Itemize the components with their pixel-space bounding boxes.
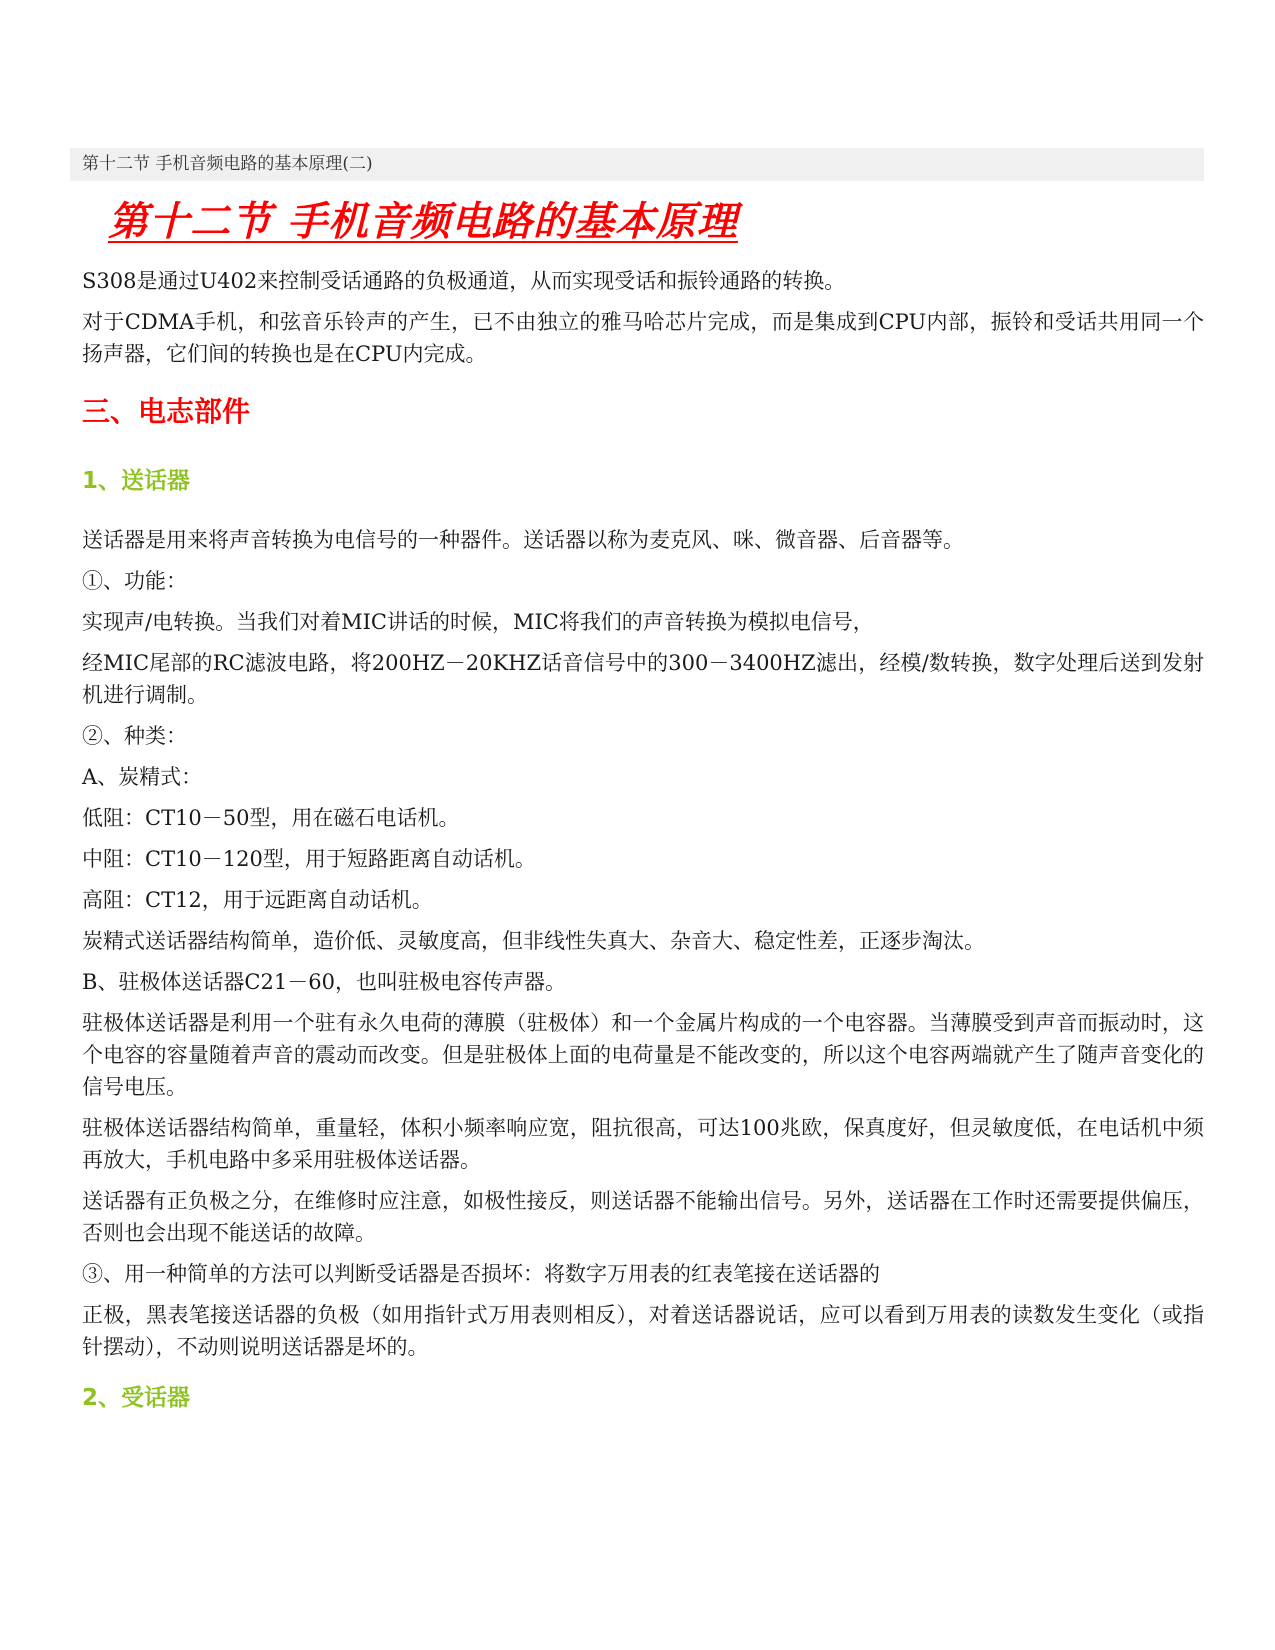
body-paragraph: 驻极体送话器结构简单，重量轻，体积小频率响应宽，阻抗很高，可达100兆欧，保真度好，但灵敏度低，在电话机中须再放大，手机电路中多采用驻极体送话器。 bbox=[82, 1116, 1204, 1172]
body-paragraph: ②、种类： bbox=[82, 724, 187, 748]
body-paragraph: 正极，黑表笔接送话器的负极（如用指针式万用表则相反），对着送话器说话，应可以看到万用表的读数发生变化（或指针摆动），不动则说明送话器是坏的。 bbox=[82, 1303, 1204, 1359]
body-paragraph: 高阻：CT12，用于远距离自动话机。 bbox=[82, 888, 433, 912]
subsection-heading-transmitter: 1、送话器 bbox=[82, 468, 191, 494]
document-title: 第十二节 手机音频电路的基本原理 bbox=[108, 198, 738, 245]
document-body bbox=[82, 265, 1204, 1415]
body-paragraph: 中阻：CT10－120型，用于短路距离自动话机。 bbox=[82, 847, 536, 871]
subsection-heading-receiver: 2、受话器 bbox=[82, 1385, 191, 1411]
body-paragraph: B、驻极体送话器C21－60，也叫驻极电容传声器。 bbox=[82, 970, 566, 994]
body-paragraph: ①、功能： bbox=[82, 569, 187, 593]
body-paragraph: ③、用一种简单的方法可以判断受话器是否损坏：将数字万用表的红表笔接在送话器的 bbox=[82, 1262, 880, 1286]
body-paragraph: 实现声/电转换。当我们对着MIC讲话的时候，MIC将我们的声音转换为模拟电信号， bbox=[82, 610, 874, 634]
intro-paragraph: S308是通过U402来控制受话通路的负极通道，从而实现受话和振铃通路的转换。 bbox=[82, 269, 846, 293]
body-paragraph: 送话器有正负极之分，在维修时应注意，如极性接反，则送话器不能输出信号。另外，送话器在工作时还需要提供偏压，否则也会出现不能送话的故障。 bbox=[82, 1189, 1204, 1245]
body-paragraph: A、炭精式： bbox=[82, 765, 203, 789]
section-heading: 三、电志部件 bbox=[82, 395, 251, 428]
body-paragraph: 驻极体送话器是利用一个驻有永久电荷的薄膜（驻极体）和一个金属片构成的一个电容器。当薄膜受到声音而振动时，这个电容的容量随着声音的震动而改变。但是驻极体上面的电荷量是不能改变的，所以这个电容两端就产生了随声音变化的信号电压。 bbox=[82, 1011, 1204, 1099]
body-paragraph: 低阻：CT10－50型，用在磁石电话机。 bbox=[82, 806, 460, 830]
intro-paragraph: 对于CDMA手机，和弦音乐铃声的产生，已不由独立的雅马哈芯片完成，而是集成到CPU内部，振铃和受话共用同一个扬声器，它们间的转换也是在CPU内完成。 bbox=[82, 310, 1204, 366]
body-paragraph: 经MIC尾部的RC滤波电路，将200HZ－20KHZ话音信号中的300－3400HZ滤出，经模/数转换，数字处理后送到发射机进行调制。 bbox=[82, 651, 1204, 707]
body-paragraph: 送话器是用来将声音转换为电信号的一种器件。送话器以称为麦克风、咪、微音器、后音器等。 bbox=[82, 528, 964, 552]
body-paragraph: 炭精式送话器结构简单，造价低、灵敏度高，但非线性失真大、杂音大、稳定性差，正逐步淘汰。 bbox=[82, 929, 985, 953]
page-header: 第十二节 手机音频电路的基本原理(二) bbox=[70, 148, 1204, 181]
